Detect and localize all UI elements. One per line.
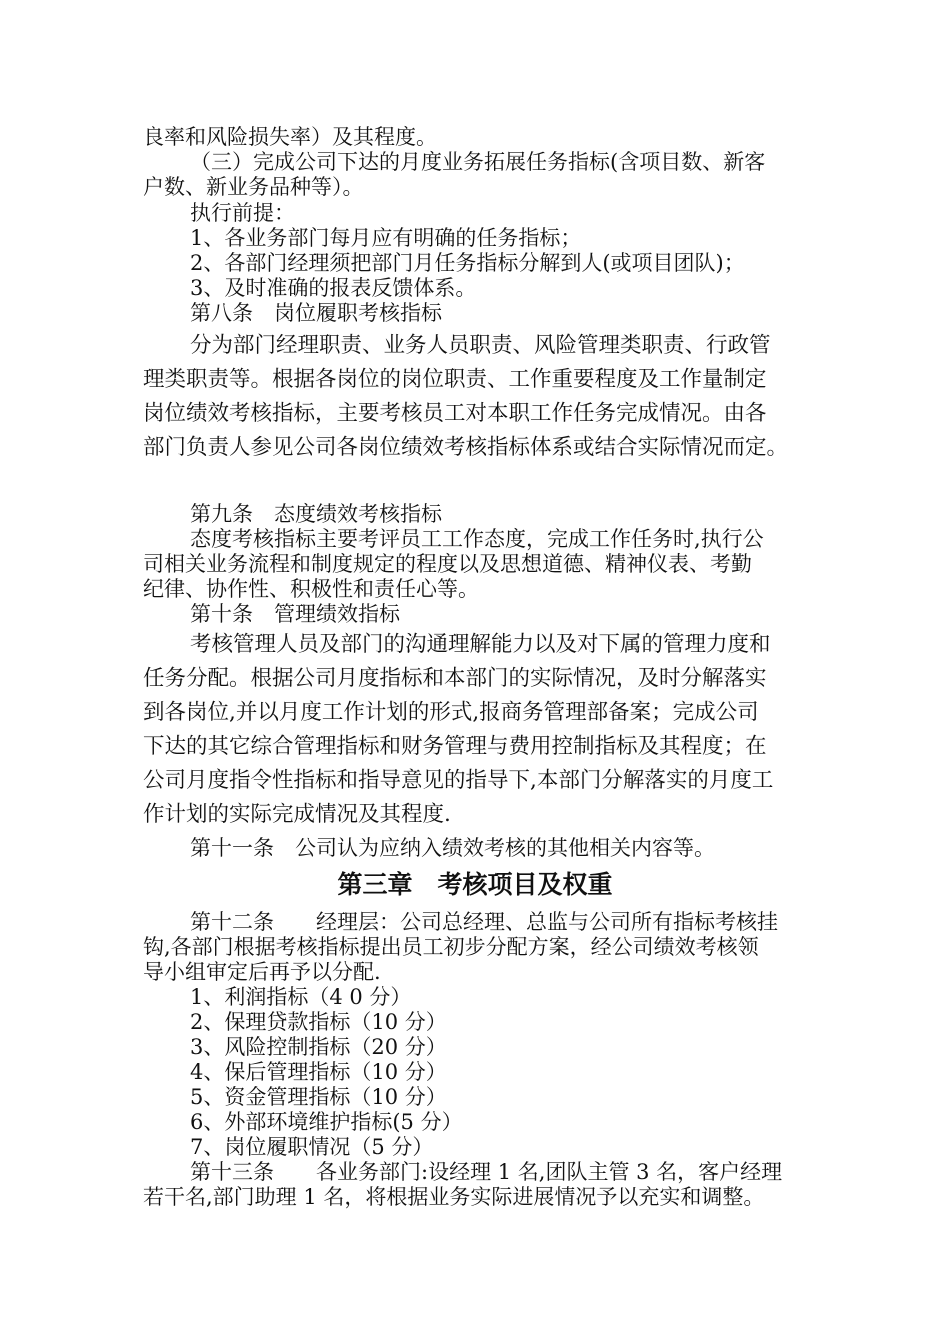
list-item: 1、利润指标（4 0 分）: [190, 985, 412, 1009]
list-item: 6、外部环境维护指标(5 分）: [190, 1110, 463, 1134]
paragraph-line: 执行前提：: [190, 201, 295, 225]
article-heading: 第十一条 公司认为应纳入绩效考核的其他相关内容等。: [190, 836, 715, 860]
paragraph-line: 第十三条 各业务部门:设经理 1 名,团队主管 3 名，客户经理: [190, 1160, 783, 1184]
paragraph-line: 到各岗位,并以月度工作计划的形式,报商务管理部备案；完成公司: [143, 700, 759, 725]
list-item: 1、各业务部门每月应有明确的任务指标；: [190, 226, 582, 250]
paragraph-line: （三）完成公司下达的月度业务拓展任务指标(含项目数、新客: [190, 150, 766, 174]
paragraph-line: 考核管理人员及部门的沟通理解能力以及对下属的管理力度和: [190, 632, 771, 657]
paragraph-line: 态度考核指标主要考评员工工作态度，完成工作任务时,执行公: [190, 527, 764, 551]
chapter-heading: 第三章 考核项目及权重: [337, 870, 613, 899]
paragraph-line: 作计划的实际完成情况及其程度.: [143, 802, 451, 827]
paragraph-line: 岗位绩效考核指标，主要考核员工对本职工作任务完成情况。由各: [143, 401, 767, 426]
paragraph-line: 户数、新业务品种等）。: [143, 175, 364, 199]
article-heading: 第九条 态度绩效考核指标: [190, 502, 442, 526]
article-heading: 第八条 岗位履职考核指标: [190, 301, 442, 325]
paragraph-line: 良率和风险损失率）及其程度。: [143, 125, 437, 149]
list-item: 5、资金管理指标（10 分）: [190, 1085, 447, 1109]
list-item: 3、风险控制指标（20 分）: [190, 1035, 447, 1059]
paragraph-line: 钩,各部门根据考核指标提出员工初步分配方案，经公司绩效考核领: [143, 935, 759, 959]
article-heading: 第十条 管理绩效指标: [190, 602, 400, 626]
paragraph-line: 导小组审定后再予以分配.: [143, 960, 381, 984]
list-item: 4、保后管理指标（10 分）: [190, 1060, 447, 1084]
list-item: 2、各部门经理须把部门月任务指标分解到人(或项目团队)；: [190, 251, 745, 275]
list-item: 3、及时准确的报表反馈体系。: [190, 276, 477, 300]
paragraph-line: 理类职责等。根据各岗位的岗位职责、工作重要程度及工作量制定: [143, 367, 767, 392]
paragraph-line: 部门负责人参见公司各岗位绩效考核指标体系或结合实际情况而定。: [143, 435, 789, 460]
paragraph-line: 分为部门经理职责、业务人员职责、风险管理类职责、行政管: [190, 333, 771, 358]
paragraph-line: 纪律、协作性、积极性和责任心等。: [143, 577, 479, 601]
paragraph-line: 第十二条 经理层：公司总经理、总监与公司所有指标考核挂: [190, 910, 778, 934]
list-item: 7、岗位履职情况（5 分）: [190, 1135, 434, 1159]
paragraph-line: 任务分配。根据公司月度指标和本部门的实际情况，及时分解落实: [143, 666, 767, 691]
paragraph-line: 下达的其它综合管理指标和财务管理与费用控制指标及其程度；在: [143, 734, 767, 759]
paragraph-line: 公司月度指令性指标和指导意见的指导下,本部门分解落实的月度工: [143, 768, 774, 793]
list-item: 2、保理贷款指标（10 分）: [190, 1010, 447, 1034]
paragraph-line: 若干名,部门助理 1 名，将根据业务实际进展情况予以充实和调整。: [143, 1185, 765, 1209]
paragraph-line: 司相关业务流程和制度规定的程度以及思想道德、精神仪表、考勤: [143, 552, 752, 576]
